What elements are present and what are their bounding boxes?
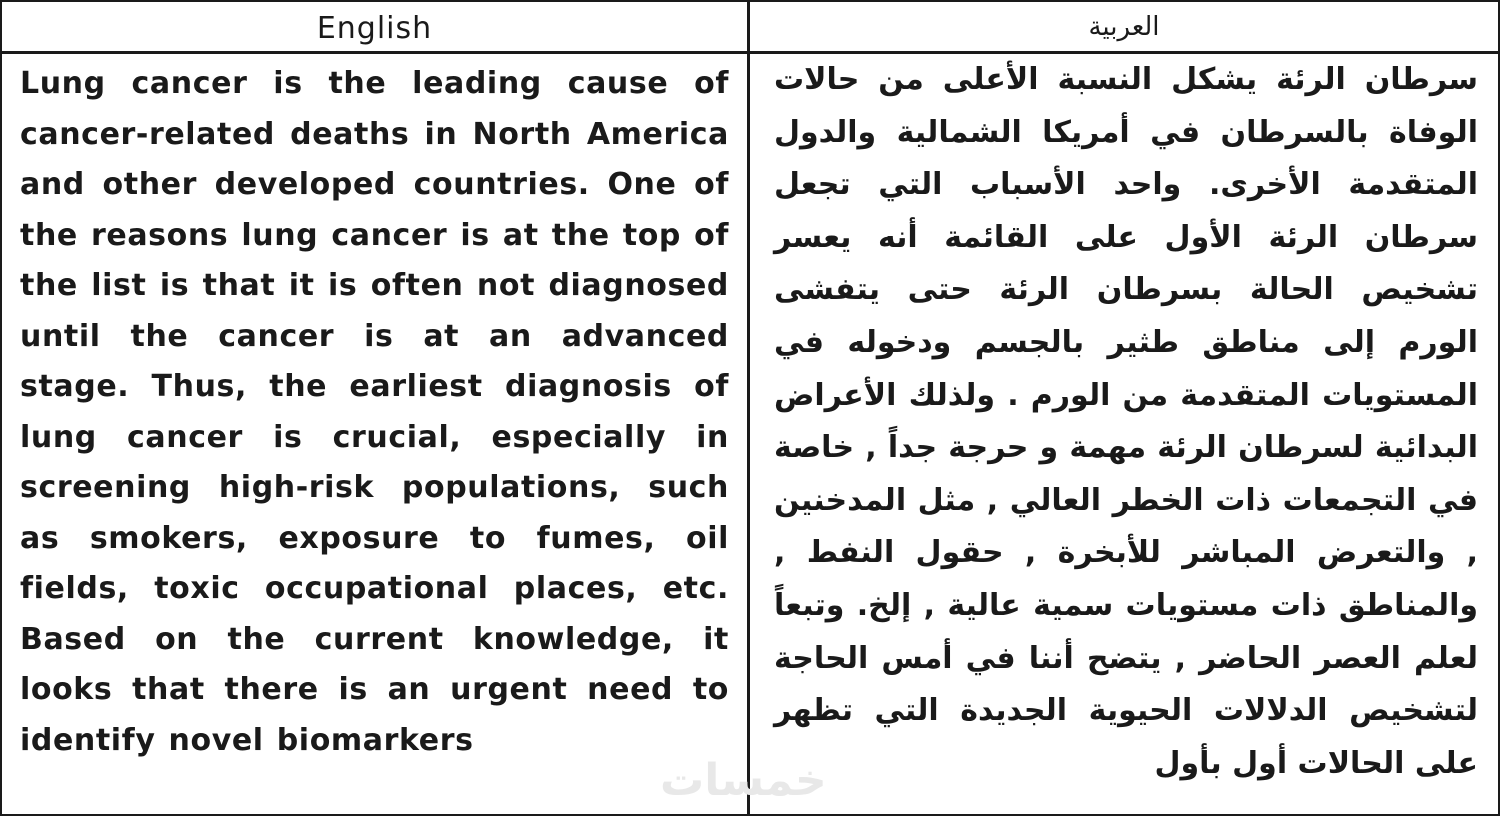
english-column xyxy=(2,2,750,814)
arabic-text: سرطان الرئة يشكل النسبة الأعلى من حالات الوفاة بالسرطان في أمريكا الشمالية والدول المتقدمة الأخرى. واحد الأسباب التي تجعل سرطان الرئة الأول على القائمة أنه يعسر تشخيص الحالة بسرطان الرئة حتى يتفشى الورم إلى مناطق طثير بالجسم ودخوله في المستويات المتقدمة من الورم . ولذلك الأعراض البدائية لسرطان الرئة مهمة و حرجة جداً , خاصة في التجمعات ذات الخطر العالي , مثل المدخنين , والتعرض المباشر للأبخرة , حقول النفط , والمناطق ذات مستويات سمية عالية , إلخ. وتبعاً لعلم العصر الحاضر , يتضح أننا في أمس الحاجة لتشخيص الدلالات الحيوية الجديدة التي تظهر على الحالات أول بأول xyxy=(774,62,1478,781)
english-text: Lung cancer is the leading cause of cancer-related deaths in North America and other developed countries. One of the reasons lung cancer is at the top of the list is that it is often not diagnosed until the cancer is at an advanced stage. Thus, the earliest diagnosis of lung cancer is crucial, especially in screening high-risk populations, such as smokers, exposure to fumes, oil fields, toxic occupational places, etc. Based on the current knowledge, it looks that there is an urgent need to identify novel biomarkers xyxy=(20,66,729,758)
english-header: English xyxy=(2,2,747,54)
arabic-column xyxy=(750,2,1498,814)
watermark-logo: خمسات xyxy=(660,755,827,806)
arabic-header: العربية xyxy=(750,2,1498,54)
